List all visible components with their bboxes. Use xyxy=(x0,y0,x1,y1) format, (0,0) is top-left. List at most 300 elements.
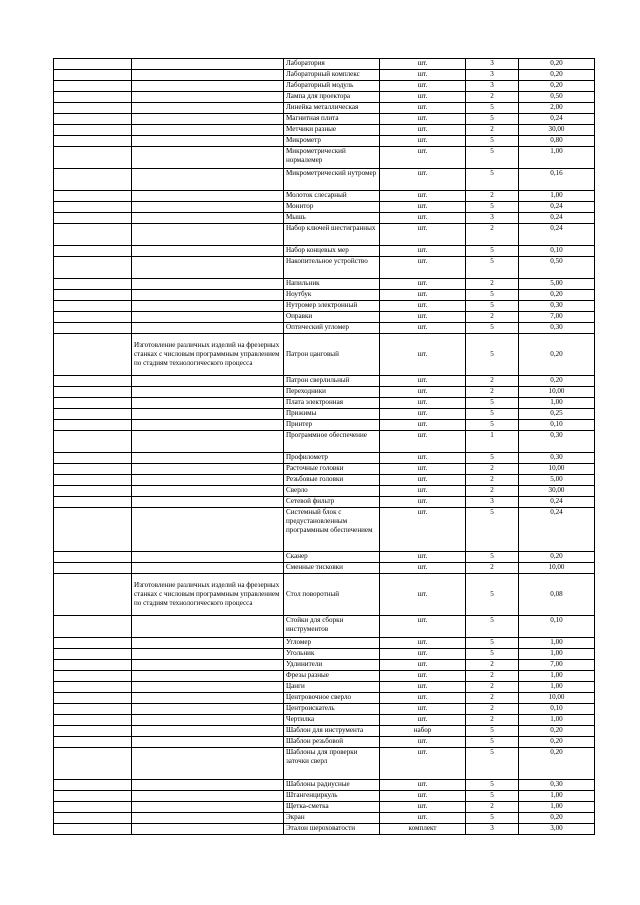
item-name-cell: Мышь xyxy=(284,213,380,224)
table-row xyxy=(54,693,595,704)
unit-cell: шт. xyxy=(380,464,466,475)
quantity-cell: 5 xyxy=(466,103,519,114)
unit-cell: шт. xyxy=(380,475,466,486)
section-cell xyxy=(132,169,284,191)
quantity-cell: 2 xyxy=(466,312,519,323)
table-row xyxy=(54,376,595,387)
section-cell xyxy=(132,191,284,202)
item-name-cell: Микрометрический нормалемер xyxy=(284,147,380,169)
table-row xyxy=(54,660,595,671)
value-cell: 5,00 xyxy=(519,475,595,486)
value-cell: 1,00 xyxy=(519,398,595,409)
value-cell: 0,20 xyxy=(519,81,595,92)
left-margin-cell xyxy=(54,453,132,464)
table-row xyxy=(54,813,595,824)
quantity-cell: 3 xyxy=(466,81,519,92)
left-margin-cell xyxy=(54,464,132,475)
value-cell: 1,00 xyxy=(519,802,595,813)
value-cell: 2,00 xyxy=(519,103,595,114)
left-margin-cell xyxy=(54,671,132,682)
item-name-cell: Прижимы xyxy=(284,409,380,420)
table-row xyxy=(54,224,595,246)
unit-cell: шт. xyxy=(380,257,466,279)
left-margin-cell xyxy=(54,125,132,136)
unit-cell: шт. xyxy=(380,802,466,813)
left-margin-cell xyxy=(54,660,132,671)
item-name-cell: Напильник xyxy=(284,279,380,290)
table-row xyxy=(54,213,595,224)
left-margin-cell xyxy=(54,136,132,147)
value-cell: 0,24 xyxy=(519,202,595,213)
quantity-cell: 5 xyxy=(466,737,519,748)
table-row xyxy=(54,92,595,103)
left-margin-cell xyxy=(54,574,132,616)
unit-cell: шт. xyxy=(380,290,466,301)
unit-cell: шт. xyxy=(380,574,466,616)
quantity-cell: 2 xyxy=(466,682,519,693)
section-cell xyxy=(132,616,284,638)
table-row xyxy=(54,748,595,780)
value-cell: 0,30 xyxy=(519,453,595,464)
quantity-cell: 2 xyxy=(466,279,519,290)
section-cell xyxy=(132,246,284,257)
left-margin-cell xyxy=(54,323,132,334)
item-name-cell: Профилометр xyxy=(284,453,380,464)
value-cell: 0,20 xyxy=(519,552,595,563)
section-cell xyxy=(132,453,284,464)
quantity-cell: 5 xyxy=(466,246,519,257)
table-row xyxy=(54,704,595,715)
value-cell: 1,00 xyxy=(519,671,595,682)
value-cell: 1,00 xyxy=(519,715,595,726)
quantity-cell: 5 xyxy=(466,813,519,824)
item-name-cell: Экран xyxy=(284,813,380,824)
quantity-cell: 2 xyxy=(466,802,519,813)
left-margin-cell xyxy=(54,682,132,693)
left-margin-cell xyxy=(54,70,132,81)
section-cell xyxy=(132,279,284,290)
table-row xyxy=(54,125,595,136)
quantity-cell: 5 xyxy=(466,453,519,464)
left-margin-cell xyxy=(54,257,132,279)
section-cell xyxy=(132,224,284,246)
section-cell xyxy=(132,715,284,726)
unit-cell: шт. xyxy=(380,486,466,497)
quantity-cell: 5 xyxy=(466,508,519,552)
value-cell: 30,00 xyxy=(519,486,595,497)
value-cell: 1,00 xyxy=(519,791,595,802)
table-row xyxy=(54,791,595,802)
quantity-cell: 3 xyxy=(466,59,519,70)
item-name-cell: Набор концевых мер xyxy=(284,246,380,257)
equipment-table xyxy=(53,58,595,835)
quantity-cell: 2 xyxy=(466,464,519,475)
unit-cell: комплект xyxy=(380,824,466,835)
quantity-cell: 2 xyxy=(466,704,519,715)
item-name-cell: Лабораторный модуль xyxy=(284,81,380,92)
item-name-cell: Лаборатория xyxy=(284,59,380,70)
table-row xyxy=(54,737,595,748)
left-margin-cell xyxy=(54,563,132,574)
value-cell: 0,20 xyxy=(519,737,595,748)
item-name-cell: Штангенциркуль xyxy=(284,791,380,802)
item-name-cell: Сканер xyxy=(284,552,380,563)
section-cell xyxy=(132,508,284,552)
section-cell xyxy=(132,376,284,387)
left-margin-cell xyxy=(54,81,132,92)
value-cell: 1,00 xyxy=(519,191,595,202)
left-margin-cell xyxy=(54,813,132,824)
value-cell: 0,80 xyxy=(519,136,595,147)
quantity-cell: 5 xyxy=(466,649,519,660)
table-row xyxy=(54,475,595,486)
section-cell xyxy=(132,213,284,224)
left-margin-cell xyxy=(54,431,132,453)
left-margin-cell xyxy=(54,693,132,704)
left-margin-cell xyxy=(54,191,132,202)
quantity-cell: 3 xyxy=(466,70,519,81)
section-cell xyxy=(132,475,284,486)
left-margin-cell xyxy=(54,312,132,323)
section-cell xyxy=(132,682,284,693)
left-margin-cell xyxy=(54,552,132,563)
table-row xyxy=(54,464,595,475)
table-row xyxy=(54,431,595,453)
item-name-cell: Принтер xyxy=(284,420,380,431)
item-name-cell: Накопительное устройство xyxy=(284,257,380,279)
unit-cell: шт. xyxy=(380,737,466,748)
unit-cell: шт. xyxy=(380,563,466,574)
quantity-cell: 2 xyxy=(466,715,519,726)
left-margin-cell xyxy=(54,147,132,169)
section-cell xyxy=(132,301,284,312)
item-name-cell: Системный блок с предустановленным программным обеспечением xyxy=(284,508,380,552)
left-margin-cell xyxy=(54,213,132,224)
value-cell: 0,20 xyxy=(519,813,595,824)
table-row xyxy=(54,257,595,279)
value-cell: 0,50 xyxy=(519,257,595,279)
item-name-cell: Эталон шероховатости xyxy=(284,824,380,835)
section-cell xyxy=(132,431,284,453)
quantity-cell: 5 xyxy=(466,726,519,737)
item-name-cell: Плата электронная xyxy=(284,398,380,409)
table-row xyxy=(54,70,595,81)
table-row xyxy=(54,103,595,114)
value-cell: 30,00 xyxy=(519,125,595,136)
value-cell: 0,24 xyxy=(519,114,595,125)
value-cell: 0,30 xyxy=(519,323,595,334)
quantity-cell: 2 xyxy=(466,224,519,246)
section-cell xyxy=(132,420,284,431)
item-name-cell: Центровочное сверло xyxy=(284,693,380,704)
unit-cell: шт. xyxy=(380,616,466,638)
unit-cell: шт. xyxy=(380,202,466,213)
left-margin-cell xyxy=(54,202,132,213)
section-cell xyxy=(132,649,284,660)
table-row xyxy=(54,802,595,813)
section-cell xyxy=(132,726,284,737)
unit-cell: шт. xyxy=(380,780,466,791)
value-cell: 0,20 xyxy=(519,70,595,81)
value-cell: 0,20 xyxy=(519,748,595,780)
section-cell xyxy=(132,103,284,114)
quantity-cell: 2 xyxy=(466,693,519,704)
section-cell xyxy=(132,693,284,704)
item-name-cell: Шаблоны радиусные xyxy=(284,780,380,791)
quantity-cell: 2 xyxy=(466,387,519,398)
quantity-cell: 5 xyxy=(466,147,519,169)
unit-cell: шт. xyxy=(380,638,466,649)
left-margin-cell xyxy=(54,791,132,802)
section-cell xyxy=(132,147,284,169)
left-margin-cell xyxy=(54,301,132,312)
item-name-cell: Удлинители xyxy=(284,660,380,671)
section-cell xyxy=(132,387,284,398)
value-cell: 0,25 xyxy=(519,409,595,420)
quantity-cell: 2 xyxy=(466,125,519,136)
section-cell xyxy=(132,257,284,279)
section-cell xyxy=(132,464,284,475)
table-row xyxy=(54,246,595,257)
item-name-cell: Микрометр xyxy=(284,136,380,147)
quantity-cell: 2 xyxy=(466,563,519,574)
table-row xyxy=(54,726,595,737)
unit-cell: шт. xyxy=(380,59,466,70)
value-cell: 10,00 xyxy=(519,563,595,574)
left-margin-cell xyxy=(54,715,132,726)
left-margin-cell xyxy=(54,704,132,715)
value-cell: 0,24 xyxy=(519,508,595,552)
table-row xyxy=(54,638,595,649)
value-cell: 0,20 xyxy=(519,290,595,301)
table-row xyxy=(54,59,595,70)
value-cell: 0,20 xyxy=(519,59,595,70)
left-margin-cell xyxy=(54,92,132,103)
value-cell: 7,00 xyxy=(519,660,595,671)
quantity-cell: 2 xyxy=(466,475,519,486)
table-row xyxy=(54,147,595,169)
unit-cell: шт. xyxy=(380,114,466,125)
left-margin-cell xyxy=(54,802,132,813)
table-row xyxy=(54,671,595,682)
left-margin-cell xyxy=(54,290,132,301)
left-margin-cell xyxy=(54,726,132,737)
value-cell: 3,00 xyxy=(519,824,595,835)
quantity-cell: 5 xyxy=(466,780,519,791)
unit-cell: шт. xyxy=(380,246,466,257)
table-row xyxy=(54,486,595,497)
item-name-cell: Фрезы разные xyxy=(284,671,380,682)
unit-cell: шт. xyxy=(380,387,466,398)
unit-cell: шт. xyxy=(380,704,466,715)
item-name-cell: Ноутбук xyxy=(284,290,380,301)
value-cell: 0,50 xyxy=(519,92,595,103)
section-cell xyxy=(132,704,284,715)
table-row xyxy=(54,191,595,202)
left-margin-cell xyxy=(54,169,132,191)
item-name-cell: Угольник xyxy=(284,649,380,660)
quantity-cell: 5 xyxy=(466,552,519,563)
item-name-cell: Переходники xyxy=(284,387,380,398)
left-margin-cell xyxy=(54,475,132,486)
table-row xyxy=(54,334,595,376)
unit-cell: шт. xyxy=(380,312,466,323)
table-row xyxy=(54,169,595,191)
quantity-cell: 1 xyxy=(466,431,519,453)
section-cell xyxy=(132,398,284,409)
section-cell xyxy=(132,824,284,835)
unit-cell: шт. xyxy=(380,398,466,409)
quantity-cell: 2 xyxy=(466,671,519,682)
left-margin-cell xyxy=(54,748,132,780)
table-row xyxy=(54,301,595,312)
table-row xyxy=(54,715,595,726)
unit-cell: шт. xyxy=(380,103,466,114)
table-row xyxy=(54,508,595,552)
item-name-cell: Линейка металлическая xyxy=(284,103,380,114)
unit-cell: шт. xyxy=(380,649,466,660)
value-cell: 1,00 xyxy=(519,147,595,169)
section-cell xyxy=(132,791,284,802)
left-margin-cell xyxy=(54,279,132,290)
unit-cell: шт. xyxy=(380,660,466,671)
item-name-cell: Расточные головки xyxy=(284,464,380,475)
value-cell: 0,24 xyxy=(519,497,595,508)
left-margin-cell xyxy=(54,824,132,835)
equipment-table-body xyxy=(54,59,595,835)
value-cell: 0,24 xyxy=(519,224,595,246)
item-name-cell: Сверло xyxy=(284,486,380,497)
left-margin-cell xyxy=(54,737,132,748)
value-cell: 0,20 xyxy=(519,726,595,737)
left-margin-cell xyxy=(54,224,132,246)
unit-cell: шт. xyxy=(380,420,466,431)
left-margin-cell xyxy=(54,420,132,431)
section-cell xyxy=(132,202,284,213)
item-name-cell: Шаблоны для проверки заточки сверл xyxy=(284,748,380,780)
section-cell xyxy=(132,323,284,334)
unit-cell: набор xyxy=(380,726,466,737)
section-cell xyxy=(132,813,284,824)
table-row xyxy=(54,290,595,301)
section-cell xyxy=(132,125,284,136)
value-cell: 0,10 xyxy=(519,704,595,715)
left-margin-cell xyxy=(54,103,132,114)
quantity-cell: 5 xyxy=(466,616,519,638)
value-cell: 10,00 xyxy=(519,693,595,704)
item-name-cell: Нутромер электронный xyxy=(284,301,380,312)
item-name-cell: Программное обеспечение xyxy=(284,431,380,453)
unit-cell: шт. xyxy=(380,715,466,726)
quantity-cell: 3 xyxy=(466,824,519,835)
table-row xyxy=(54,497,595,508)
unit-cell: шт. xyxy=(380,813,466,824)
section-cell xyxy=(132,660,284,671)
quantity-cell: 5 xyxy=(466,791,519,802)
value-cell: 7,00 xyxy=(519,312,595,323)
value-cell: 0,16 xyxy=(519,169,595,191)
section-cell xyxy=(132,748,284,780)
unit-cell: шт. xyxy=(380,81,466,92)
table-row xyxy=(54,398,595,409)
section-cell xyxy=(132,59,284,70)
table-row xyxy=(54,453,595,464)
quantity-cell: 5 xyxy=(466,748,519,780)
left-margin-cell xyxy=(54,398,132,409)
table-row xyxy=(54,682,595,693)
section-cell xyxy=(132,136,284,147)
quantity-cell: 5 xyxy=(466,323,519,334)
table-row xyxy=(54,114,595,125)
quantity-cell: 5 xyxy=(466,574,519,616)
item-name-cell: Оправки xyxy=(284,312,380,323)
table-row xyxy=(54,649,595,660)
unit-cell: шт. xyxy=(380,409,466,420)
table-row xyxy=(54,780,595,791)
quantity-cell: 5 xyxy=(466,202,519,213)
left-margin-cell xyxy=(54,334,132,376)
quantity-cell: 2 xyxy=(466,191,519,202)
quantity-cell: 5 xyxy=(466,114,519,125)
table-row xyxy=(54,202,595,213)
table-row xyxy=(54,552,595,563)
table-row xyxy=(54,824,595,835)
item-name-cell: Сетевой фильтр xyxy=(284,497,380,508)
unit-cell: шт. xyxy=(380,191,466,202)
unit-cell: шт. xyxy=(380,323,466,334)
item-name-cell: Патрон сверлильный xyxy=(284,376,380,387)
unit-cell: шт. xyxy=(380,147,466,169)
unit-cell: шт. xyxy=(380,136,466,147)
table-row xyxy=(54,279,595,290)
item-name-cell: Патрон цанговый xyxy=(284,334,380,376)
unit-cell: шт. xyxy=(380,508,466,552)
item-name-cell: Молоток слесарный xyxy=(284,191,380,202)
section-cell xyxy=(132,486,284,497)
item-name-cell: Стойки для сборки инструментов xyxy=(284,616,380,638)
item-name-cell: Центроискатель xyxy=(284,704,380,715)
item-name-cell: Микрометрический нутромер xyxy=(284,169,380,191)
value-cell: 10,00 xyxy=(519,464,595,475)
quantity-cell: 2 xyxy=(466,660,519,671)
value-cell: 0,20 xyxy=(519,376,595,387)
value-cell: 0,10 xyxy=(519,246,595,257)
left-margin-cell xyxy=(54,387,132,398)
value-cell: 0,30 xyxy=(519,780,595,791)
left-margin-cell xyxy=(54,486,132,497)
value-cell: 0,08 xyxy=(519,574,595,616)
value-cell: 5,00 xyxy=(519,279,595,290)
item-name-cell: Сменные тисковки xyxy=(284,563,380,574)
quantity-cell: 5 xyxy=(466,638,519,649)
value-cell: 0,24 xyxy=(519,213,595,224)
unit-cell: шт. xyxy=(380,92,466,103)
unit-cell: шт. xyxy=(380,431,466,453)
quantity-cell: 3 xyxy=(466,213,519,224)
item-name-cell: Монитор xyxy=(284,202,380,213)
unit-cell: шт. xyxy=(380,693,466,704)
section-cell xyxy=(132,92,284,103)
unit-cell: шт. xyxy=(380,224,466,246)
unit-cell: шт. xyxy=(380,682,466,693)
left-margin-cell xyxy=(54,508,132,552)
section-cell xyxy=(132,81,284,92)
section-cell xyxy=(132,70,284,81)
item-name-cell: Набор ключей шестигранных xyxy=(284,224,380,246)
section-cell xyxy=(132,290,284,301)
section-cell xyxy=(132,409,284,420)
section-cell xyxy=(132,312,284,323)
